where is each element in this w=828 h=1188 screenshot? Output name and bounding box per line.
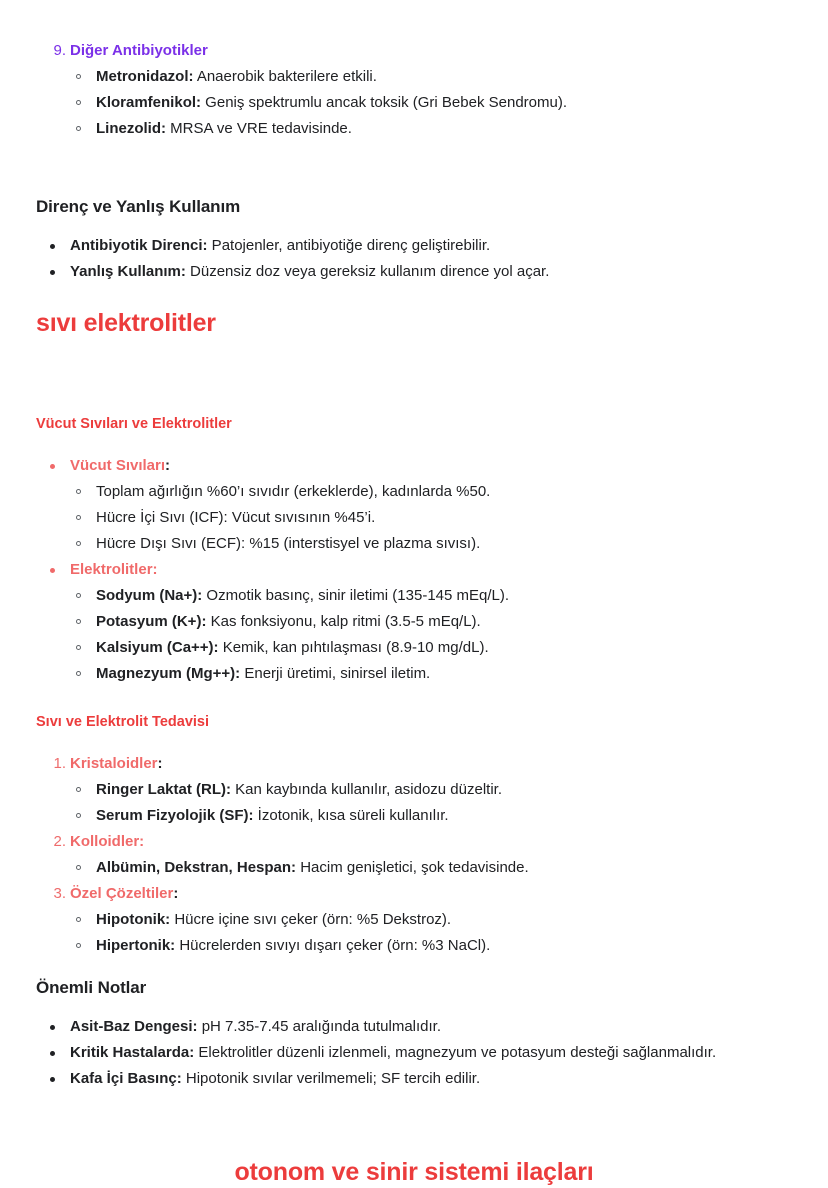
list-item	[70, 635, 828, 661]
disc-bullet-icon	[50, 270, 55, 275]
item-label: Antibiyotik Direnci:	[70, 237, 208, 254]
disc-bullet-icon	[50, 244, 55, 249]
item-label: Asit-Baz Dengesi:	[70, 1018, 198, 1035]
circle-bullet-icon	[76, 813, 81, 818]
body-fluids-sublist	[70, 479, 828, 557]
item-label: Kritik Hastalarda:	[70, 1044, 194, 1061]
circle-bullet-icon	[76, 515, 81, 520]
item-label: Serum Fizyolojik (SF):	[96, 807, 254, 824]
list-marker-number: 2.	[36, 829, 66, 855]
item-text: pH 7.35-7.45 aralığında tutulmalıdır.	[198, 1018, 441, 1035]
electrolytes-sublist	[70, 583, 828, 687]
colloids-sublist	[70, 855, 828, 881]
spacer-top	[0, 0, 828, 38]
item-text: Enerji üretimi, sinirsel iletim.	[240, 665, 430, 682]
body-fluids-list	[0, 453, 828, 687]
item-text: Kan kaybında kullanılır, asidozu düzeltir.	[231, 781, 502, 798]
list-item	[70, 777, 828, 803]
circle-bullet-icon	[76, 943, 81, 948]
spacer	[0, 219, 828, 233]
circle-bullet-icon	[76, 865, 81, 870]
list-item	[70, 64, 828, 90]
group-label: Elektrolitler:	[70, 561, 158, 578]
item-label: Kafa İçi Basınç:	[70, 1070, 182, 1087]
list-marker-number: 9.	[36, 38, 66, 64]
list-item	[70, 803, 828, 829]
disc-bullet-icon	[50, 1077, 55, 1082]
item-label: Kalsiyum (Ca++):	[96, 639, 219, 656]
circle-bullet-icon	[76, 74, 81, 79]
item-text: Hipotonik sıvılar verilmemeli; SF tercih edilir.	[182, 1070, 480, 1087]
disc-bullet-icon	[50, 1051, 55, 1056]
therapy-list	[0, 751, 828, 959]
list-item	[70, 531, 828, 557]
list-item	[36, 1014, 828, 1040]
list-item	[70, 609, 828, 635]
crystalloids-sublist	[70, 777, 828, 829]
circle-bullet-icon	[76, 671, 81, 676]
item-label: Kloramfenikol:	[96, 94, 201, 111]
list-item-electrolytes	[36, 557, 828, 687]
resistance-heading: Direnç ve Yanlış Kullanım	[0, 196, 828, 219]
list-marker-number: 3.	[36, 881, 66, 907]
list-item-crystalloids	[36, 751, 828, 829]
list-item	[70, 907, 828, 933]
list-item	[70, 479, 828, 505]
circle-bullet-icon	[76, 645, 81, 650]
group-label: Kristaloidler	[70, 755, 158, 772]
group-label-suffix: :	[173, 885, 178, 902]
list-item-body-fluids	[36, 453, 828, 557]
item-text: İzotonik, kısa süreli kullanılır.	[254, 807, 449, 824]
antibiotics-list	[0, 38, 828, 142]
circle-bullet-icon	[76, 541, 81, 546]
spacer	[0, 142, 828, 196]
item-label: Yanlış Kullanım:	[70, 263, 186, 280]
group-label: Kolloidler:	[70, 833, 144, 850]
item-label: Albümin, Dekstran, Hespan:	[96, 859, 296, 876]
item-text: Düzensiz doz veya gereksiz kullanım dirence yol açar.	[186, 263, 550, 280]
disc-bullet-icon	[50, 1025, 55, 1030]
group-label-suffix: :	[165, 457, 170, 474]
resistance-list	[0, 233, 828, 285]
list-item-colloids	[36, 829, 828, 881]
item-text: Patojenler, antibiyotiğe direnç geliştirebilir.	[208, 237, 491, 254]
antibiotics-sublist	[70, 64, 828, 142]
fluids-electrolytes-title: sıvı elektrolitler	[0, 307, 828, 340]
spacer	[0, 339, 828, 393]
spacer	[0, 1092, 828, 1146]
item-text: Geniş spektrumlu ancak toksik (Gri Bebek Sendromu).	[201, 94, 567, 111]
list-item-other-antibiotics	[36, 38, 828, 142]
item-text: MRSA ve VRE tedavisinde.	[166, 120, 352, 137]
item-text: Kemik, kan pıhtılaşması (8.9-10 mg/dL).	[219, 639, 489, 656]
disc-bullet-icon	[50, 568, 55, 573]
item-text: Anaerobik bakterilere etkili.	[194, 68, 377, 85]
item-label: Magnezyum (Mg++):	[96, 665, 240, 682]
spacer	[0, 959, 828, 977]
spacer	[0, 393, 828, 415]
group-label: Özel Çözeltiler	[70, 885, 173, 902]
therapy-heading: Sıvı ve Elektrolit Tedavisi	[0, 713, 828, 733]
item-text: Hücrelerden sıvıyı dışarı çeker (örn: %3 NaCl).	[175, 937, 490, 954]
notes-list	[0, 1014, 828, 1092]
list-item	[70, 505, 828, 531]
special-solutions-sublist	[70, 907, 828, 959]
circle-bullet-icon	[76, 126, 81, 131]
group-label: Vücut Sıvıları	[70, 457, 165, 474]
spacer	[0, 285, 828, 307]
list-item	[70, 933, 828, 959]
body-fluids-heading: Vücut Sıvıları ve Elektrolitler	[0, 415, 828, 435]
circle-bullet-icon	[76, 489, 81, 494]
list-item	[70, 855, 828, 881]
item-label: Sodyum (Na+):	[96, 587, 202, 604]
item-text: Toplam ağırlığın %60’ı sıvıdır (erkeklerde), kadınlarda %50.	[96, 483, 490, 500]
group-label-suffix: :	[158, 755, 163, 772]
autonomic-nervous-system-title: otonom ve sinir sistemi ilaçları	[0, 1156, 828, 1188]
circle-bullet-icon	[76, 787, 81, 792]
list-item	[36, 259, 828, 285]
item-label: Hipertonik:	[96, 937, 175, 954]
item-label: Potasyum (K+):	[96, 613, 206, 630]
circle-bullet-icon	[76, 619, 81, 624]
spacer	[0, 1146, 828, 1156]
list-marker-number: 1.	[36, 751, 66, 777]
circle-bullet-icon	[76, 917, 81, 922]
circle-bullet-icon	[76, 100, 81, 105]
item-label: Metronidazol:	[96, 68, 194, 85]
item-text: Elektrolitler düzenli izlenmeli, magnezyum ve potasyum desteği sağlanmalıdır.	[194, 1044, 716, 1061]
item-label: Hipotonik:	[96, 911, 170, 928]
list-item	[70, 116, 828, 142]
list-item	[36, 1066, 828, 1092]
item-text: Hücre İçi Sıvı (ICF): Vücut sıvısının %45’i.	[96, 509, 375, 526]
item-text: Hacim genişletici, şok tedavisinde.	[296, 859, 529, 876]
item-text: Kas fonksiyonu, kalp ritmi (3.5-5 mEq/L).	[206, 613, 480, 630]
circle-bullet-icon	[76, 593, 81, 598]
list-item	[70, 90, 828, 116]
spacer	[0, 435, 828, 453]
item-label: Linezolid:	[96, 120, 166, 137]
spacer	[0, 733, 828, 751]
spacer	[0, 687, 828, 713]
list-item	[70, 661, 828, 687]
list-item-special-solutions	[36, 881, 828, 959]
list-item	[36, 1040, 828, 1066]
notes-heading: Önemli Notlar	[0, 977, 828, 1000]
disc-bullet-icon	[50, 464, 55, 469]
antibiotics-heading: Diğer Antibiyotikler	[70, 42, 208, 59]
item-text: Ozmotik basınç, sinir iletimi (135-145 mEq/L).	[202, 587, 509, 604]
list-item	[36, 233, 828, 259]
spacer	[0, 1000, 828, 1014]
item-label: Ringer Laktat (RL):	[96, 781, 231, 798]
list-item	[70, 583, 828, 609]
item-text: Hücre Dışı Sıvı (ECF): %15 (interstisyel ve plazma sıvısı).	[96, 535, 480, 552]
item-text: Hücre içine sıvı çeker (örn: %5 Dekstroz).	[170, 911, 451, 928]
